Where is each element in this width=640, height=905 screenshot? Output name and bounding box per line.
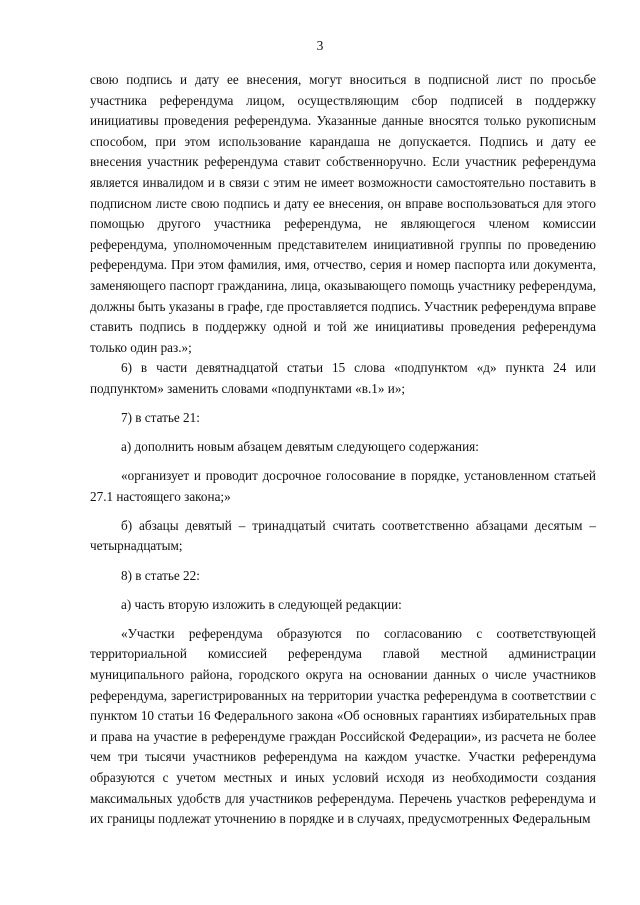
paragraph-quote-early-voting: «организует и проводит досрочное голосование в порядке, установленном статьей 27.1 настоящего закона;» bbox=[90, 468, 596, 504]
document-body bbox=[90, 70, 596, 830]
paragraph-item-7a: а) дополнить новым абзацем девятым следующего содержания: bbox=[121, 439, 479, 455]
paragraph-item-7: 7) в статье 21: bbox=[121, 410, 200, 425]
paragraph-continuation: свою подпись и дату ее внесения, могут вноситься в подписной лист по просьбе участника референдума лицом, осуществляющим сбор подписей в поддержку инициативы проведения референдума. Указанные данные вносятся только рукописным способом, при этом использование карандаша не допускается. Подпись и дату ее внесения участник референдума ставит собственноручно. Если участник референдума является инвалидом и в связи с этим не имеет возможности самостоятельно поставить в подписном листе свою подпись и дату ее внесения, он вправе воспользоваться для этого помощью другого участника референдума, не являющегося членом комиссии референдума, уполномоченным представителем инициативной группы по проведению референдума. При этом фамилия, имя, отчество, серия и номер паспорта или документа, заменяющего паспорт гражданина, лица, оказывающего помощь участнику референдума, должны быть указаны в графе, где проставляется подпись. Участник референдума вправе ставить подпись в поддержку одной и той же инициативы проведения референдума только один раз.»; bbox=[90, 72, 596, 355]
paragraph-item-6: 6) в части девятнадцатой статьи 15 слова «подпунктом «д» пункта 24 или подпунктом» заменить словами «подпунктами «в.1» и»; bbox=[90, 360, 596, 396]
page-number: 3 bbox=[316, 38, 324, 53]
paragraph-quote-referendum-districts: «Участки референдума образуются по согласованию с соответствующей территориальной комиссией референдума главой местной администрации муниципального района, городского округа на основании данных о числе участников референдума, зарегистрированных на территории участка референдума в соответствии с пунктом 10 статьи 16 Федерального закона «Об основных гарантиях избирательных прав и права на участие в референдуме граждан Российской Федерации», из расчета не более чем три тысячи участников референдума на каждом участке. Участки референдума образуются с учетом местных и иных условий исходя из необходимости создания максимальных удобств для участников референдума. Перечень участков референдума и их границы подлежат уточнению в порядке и в случаях, предусмотренных Федеральным bbox=[90, 625, 596, 827]
paragraph-item-7b: б) абзацы девятый – тринадцатый считать соответственно абзацами десятым – четырнадцатым; bbox=[90, 517, 596, 554]
paragraph-item-8: 8) в статье 22: bbox=[121, 567, 200, 583]
paragraph-item-8a: а) часть вторую изложить в следующей редакции: bbox=[121, 596, 402, 612]
